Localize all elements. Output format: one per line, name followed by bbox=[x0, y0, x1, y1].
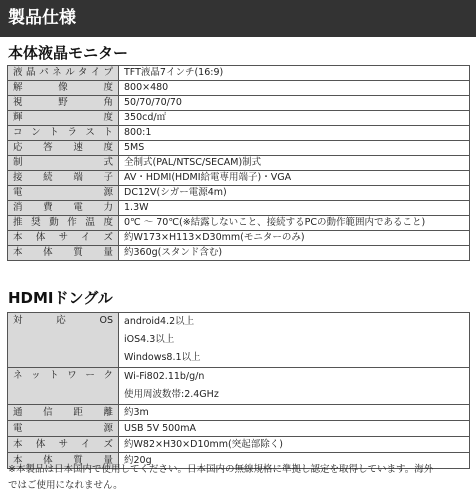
spec-row bbox=[8, 368, 470, 405]
spec-value: 約360g(スタンド含む) bbox=[119, 246, 470, 261]
spec-value-line: Windows8.1以上 bbox=[124, 352, 201, 363]
spec-value-line: android4.2以上 bbox=[124, 316, 195, 327]
spec-row bbox=[8, 201, 470, 216]
spec-value: AV・HDMI(HDMI給電専用端子)・VGA bbox=[119, 171, 470, 186]
spec-label: 本体サイズ bbox=[8, 231, 119, 246]
monitor-section-title: 本体液晶モニター bbox=[8, 44, 129, 62]
spec-label: 接続端子 bbox=[8, 171, 119, 186]
spec-value bbox=[119, 313, 470, 368]
spec-label: 本体サイズ bbox=[8, 437, 119, 453]
spec-row bbox=[8, 405, 470, 421]
page-title: 製品仕様 bbox=[8, 8, 76, 28]
hdmi-section-title: HDMIドングル bbox=[8, 289, 113, 307]
spec-value-line: 使用周波数帯:2.4GHz bbox=[124, 389, 219, 400]
spec-value-line: iOS4.3以上 bbox=[124, 334, 175, 345]
spec-value: 50/70/70/70 bbox=[119, 96, 470, 111]
spec-row bbox=[8, 421, 470, 437]
spec-row bbox=[8, 96, 470, 111]
spec-value: 800×480 bbox=[119, 81, 470, 96]
spec-row bbox=[8, 216, 470, 231]
spec-value: 1.3W bbox=[119, 201, 470, 216]
spec-label: 消費電力 bbox=[8, 201, 119, 216]
spec-value bbox=[119, 437, 470, 453]
spec-value-line: 約3m bbox=[124, 407, 149, 418]
footnote-line: ではご使用になれません。 bbox=[8, 480, 123, 491]
spec-label: 本体質量 bbox=[8, 246, 119, 261]
spec-row bbox=[8, 156, 470, 171]
spec-label: 制式 bbox=[8, 156, 119, 171]
spec-value bbox=[119, 405, 470, 421]
spec-label: 推奨動作温度 bbox=[8, 216, 119, 231]
spec-value bbox=[119, 421, 470, 437]
spec-label: コントラスト bbox=[8, 126, 119, 141]
spec-label: 通信距離 bbox=[8, 405, 119, 421]
spec-row bbox=[8, 141, 470, 156]
spec-label: ネットワーク bbox=[8, 368, 119, 405]
spec-value: 約W173×H113×D30mm(モニターのみ) bbox=[119, 231, 470, 246]
spec-row bbox=[8, 126, 470, 141]
spec-label: 電源 bbox=[8, 186, 119, 201]
spec-value: 全制式(PAL/NTSC/SECAM)制式 bbox=[119, 156, 470, 171]
spec-row bbox=[8, 231, 470, 246]
monitor-spec-table bbox=[7, 65, 470, 261]
spec-value: 350cd/㎡ bbox=[119, 111, 470, 126]
spec-value: TFT液晶7インチ(16:9) bbox=[119, 66, 470, 81]
spec-value-line: 約W82×H30×D10mm(突起部除く) bbox=[124, 439, 283, 450]
spec-value-line: 約20g bbox=[124, 455, 152, 466]
spec-value: DC12V(シガー電源4m) bbox=[119, 186, 470, 201]
spec-row bbox=[8, 313, 470, 368]
spec-label: 対応OS bbox=[8, 313, 119, 368]
spec-value: 800:1 bbox=[119, 126, 470, 141]
page-header bbox=[0, 0, 476, 37]
spec-row bbox=[8, 81, 470, 96]
spec-row bbox=[8, 437, 470, 453]
footnote bbox=[8, 462, 470, 494]
spec-value-line: Wi-Fi802.11b/g/n bbox=[124, 371, 205, 382]
spec-value: 0℃ ～ 70℃(※結露しないこと、接続するPCの動作範囲内であること) bbox=[119, 216, 470, 231]
spec-label: 輝度 bbox=[8, 111, 119, 126]
spec-row bbox=[8, 246, 470, 261]
spec-value-line: USB 5V 500mA bbox=[124, 423, 196, 434]
spec-label: 応答速度 bbox=[8, 141, 119, 156]
spec-row bbox=[8, 186, 470, 201]
spec-row bbox=[8, 66, 470, 81]
spec-row bbox=[8, 111, 470, 126]
spec-label: 液晶パネルタイプ bbox=[8, 66, 119, 81]
spec-label: 視野角 bbox=[8, 96, 119, 111]
footnote-line: ※本製品は日本国内で使用してください。日本国内の無線規格に準拠し認定を取得しています。海外 bbox=[8, 464, 434, 475]
spec-label: 解像度 bbox=[8, 81, 119, 96]
spec-value bbox=[119, 368, 470, 405]
spec-value: 5MS bbox=[119, 141, 470, 156]
spec-label: 本体質量 bbox=[8, 453, 119, 469]
hdmi-spec-table bbox=[7, 312, 470, 469]
spec-row bbox=[8, 171, 470, 186]
spec-label: 電源 bbox=[8, 421, 119, 437]
